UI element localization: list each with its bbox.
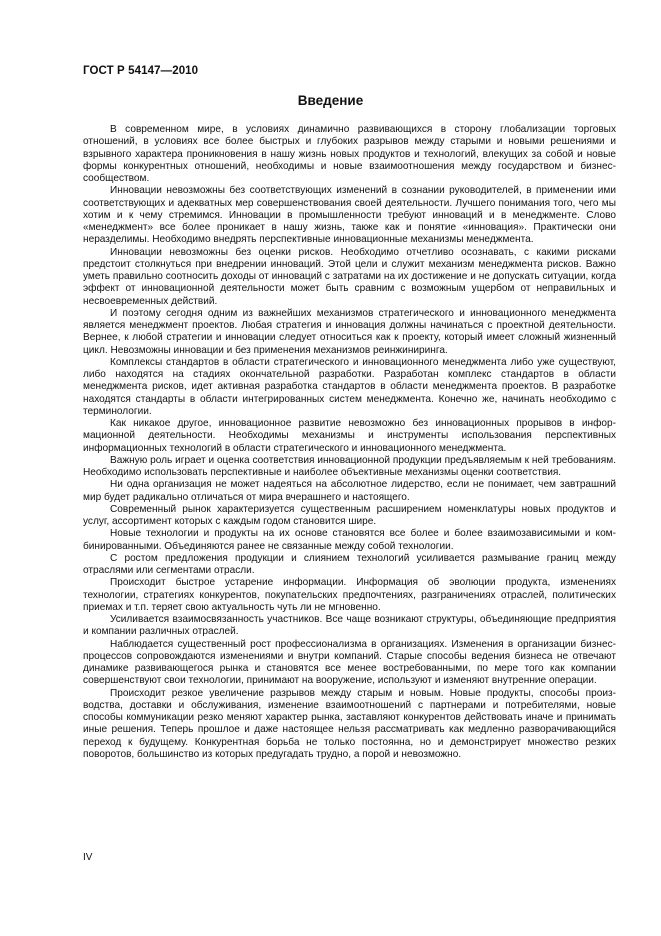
paragraph: Усиливается взаимосвязанность участников. Все чаще возникают структуры, объединяющие предприятия и компании различных отраслей. xyxy=(83,614,616,638)
paragraph: Комплексы стандартов в области стратегического и инновационного менеджмента либо уже существуют, либо находятся на стадиях окончательной разработки. Разработан комплекс стандартов в области менеджмента рисков, идет активная разработка стандартов в области менеджмента проектов. В разработке находятся стандарты в области интегрированных систем менеджмента. Конечно же, начинать необходимо с терминологии. xyxy=(83,356,616,417)
paragraph: Происходит быстрое устарение информации. Информация об эволюции продукта, изменениях технологии, стратегиях конкурентов, покупательских предпочтениях, разграничениях отраслей, политических приемах и т.п. теряет свою актуальность чуть ли не мгновенно. xyxy=(83,577,616,613)
paragraph: Происходит резкое увеличение разрывов между старым и новым. Новые продукты, способы производства, доставки и обслуживания, изменение взаимоотношений с партнерами и потребителями, новые способы коммуникации резко меняют характер рынка, заставляют конкурентов действовать иначе и принимать иные решения. Теперь прошлое и даже настоящее нельзя рассматривать как медленно разворачивающийся переход к будущему. Конкурентная борьба не только постоянна, но и демонстрирует множество резких поворотов, большинство из которых предугадать трудно, а порой и невозможно. xyxy=(83,687,616,760)
paragraph: И поэтому сегодня одним из важнейших механизмов стратегического и инновационного менеджмента является менеджмент проектов. Любая стратегия и инновация должны начинаться с проектной деятельности. Вернее, к любой стратегии и инновации следует относиться как к проекту, который имеет сложный жизненный цикл. Невозможны инновации и без применения механизмов реинжиниринга. xyxy=(83,307,616,356)
paragraph: Инновации невозможны без оценки рисков. Необходимо отчетливо осознавать, с какими рисками предстоит столкнуться при внедрении инноваций. Этой цели и служит механизм менеджмента рисков. Важно уметь правильно соотносить доходы от инноваций с затратами на их достижение и не допускать ситуации, когда эффект от инновационной деятельности может быть сравним с возможным ущербом от неправильных и несвоевременных действий. xyxy=(83,246,616,307)
paragraph: Новые технологии и продукты на их основе становятся все более и более взаимозависимыми и комбинированными. Объединяются ранее не связанные между собой технологии. xyxy=(83,528,616,552)
paragraph: С ростом предложения продукции и слиянием технологий усиливается размывание границ между отраслями или сегментами отрасли. xyxy=(83,552,616,576)
paragraph: Инновации невозможны без соответствующих изменений в сознании руководителей, в применении ими соответствующих и адекватных мер совершенствования своей деятельности. Лучшего понимания того, чего мы хотим и к чему стремимся. Инновации в промышленности требуют инноваций и в менеджменте. Слово «менеджмент» все более проникает в нашу жизнь, также как и понятие «инновация». Практически они неразделимы. Необходимо внедрять перспективные инновационные механизмы менеджмента. xyxy=(83,185,616,246)
paragraph: Ни одна организация не может надеяться на абсолютное лидерство, если не понимает, чем завтрашний мир будет радикально отличаться от мира вчерашнего и настоящего. xyxy=(83,479,616,503)
paragraph: В современном мире, в условиях динамично развивающихся в сторону глобализации торговых отношений, в условиях все более быстрых и глубоких разрывов между старыми и новыми решениями и взрывного характера проникновения в нашу жизнь новых продуктов и технологий, влекущих за собой и новые формы конкурентных отношений, необходимы и новые взаимоотношения между государством и бизнес-сообществом. xyxy=(83,124,616,184)
paragraph: Важную роль играет и оценка соответствия инновационной продукции предъявляемым к ней требованиям. Необходимо использовать перспективные и наиболее объективные механизмы оценки соответствия. xyxy=(83,454,616,478)
page-number: IV xyxy=(83,852,93,863)
paragraph: Современный рынок характеризуется существенным расширением номенклатуры новых продуктов и услуг, ассортимент которых с каждым годом становится шире. xyxy=(83,503,616,527)
paragraph: Как никакое другое, инновационное развитие невозможно без инновационных прорывов в информационной деятельности. Необходимы механизмы и инструменты использования перспективных информационных технологий в области стратегического и инновационного менеджмента. xyxy=(83,418,616,454)
section-title: Введение xyxy=(297,93,364,108)
paragraph: Наблюдается существенный рост профессионализма в организациях. Изменения в организации бизнес-процессов сопровождаются изменениями и внутри компаний. Старые способы ведения бизнеса не отвечают динамике развивающегося рынка и становятся все менее востребованными, по мере того как компании совершенствуют свои технологии, принимают на вооружение, используют и изменяют внутренние операции. xyxy=(83,638,616,687)
body-text xyxy=(83,124,616,761)
document-header: ГОСТ Р 54147—2010 xyxy=(83,65,199,77)
